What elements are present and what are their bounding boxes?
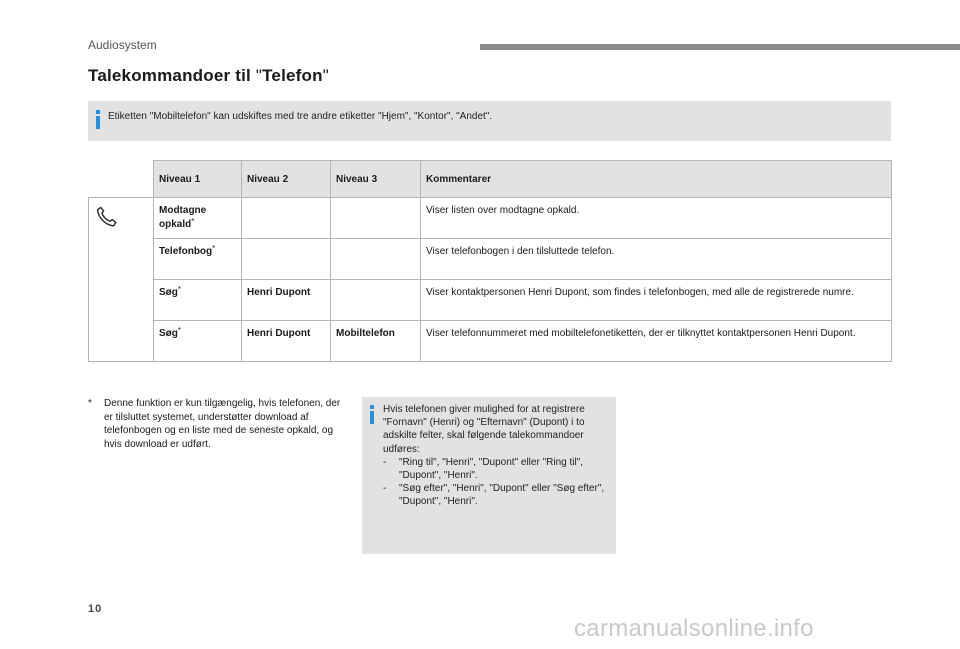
cell-comment: Viser listen over modtagne opkald. (421, 198, 892, 239)
cell-level2 (242, 239, 331, 280)
table-row (89, 239, 892, 280)
voice-command-table (88, 160, 892, 362)
info-icon (94, 110, 102, 130)
cell-level1: Modtagne opkald* (154, 198, 242, 239)
header-rule (480, 44, 960, 50)
footnote-text: Denne funktion er kun tilgængelig, hvis telefonen, der er tilsluttet systemet, understøtter download af telefonbogen og en liste med de seneste opkald, og hvis download er udført. (104, 398, 341, 450)
phone-icon (94, 204, 120, 230)
info-icon (368, 405, 376, 425)
info-box-text (383, 403, 607, 509)
page-title: Talekommandoer til "Telefon" (88, 66, 329, 85)
page-number: 10 (88, 603, 103, 615)
info-note-text: Etiketten "Mobiltelefon" kan udskiftes med tre andre etiketter "Hjem", "Kontor", "Andet". (108, 111, 493, 122)
cell-level1: Søg* (154, 321, 242, 362)
cell-level3 (331, 198, 421, 239)
cell-comment: Viser telefonbogen i den tilsluttede telefon. (421, 239, 892, 280)
list-item: - "Søg efter", "Henri", "Dupont" eller "Søg efter", "Dupont", "Henri". (383, 483, 605, 508)
footnote-mark: * (88, 398, 92, 409)
cell-level2: Henri Dupont (242, 321, 331, 362)
cell-level2: Henri Dupont (242, 280, 331, 321)
header-kommentarer: Kommentarer (421, 161, 892, 198)
watermark: carmanualsonline.info (574, 615, 814, 642)
info-box (362, 397, 616, 554)
cell-comment: Viser telefonnummeret med mobiltelefonetiketten, der er tilknyttet kontaktpersonen Henri Dupont. (421, 321, 892, 362)
table-header-row (89, 161, 892, 198)
table-row (89, 198, 892, 239)
header-niveau-1: Niveau 1 (154, 161, 242, 198)
cell-level2 (242, 198, 331, 239)
header-niveau-3: Niveau 3 (331, 161, 421, 198)
header-niveau-2: Niveau 2 (242, 161, 331, 198)
icon-cell (89, 198, 154, 362)
cell-level3 (331, 239, 421, 280)
cell-comment: Viser kontaktpersonen Henri Dupont, som findes i telefonbogen, med alle de registrerede numre. (421, 280, 892, 321)
list-item: - "Ring til", "Henri", "Dupont" eller "Ring til", "Dupont", "Henri". (383, 456, 584, 481)
cell-level3 (331, 280, 421, 321)
info-note (88, 101, 891, 141)
cell-level1: Søg* (154, 280, 242, 321)
table-row (89, 280, 892, 321)
table-row (89, 321, 892, 362)
section-title: Audiosystem (88, 38, 157, 52)
footnote (88, 397, 350, 451)
cell-level3: Mobiltelefon (331, 321, 421, 362)
info-box-intro: Hvis telefonen giver mulighed for at registrere "Fornavn" (Henri) og "Efternavn" (Dupont) i to adskilte felter, skal følgende talekommandoer udføres: (383, 404, 585, 455)
header-blank (89, 161, 154, 198)
cell-level1: Telefonbog* (154, 239, 242, 280)
